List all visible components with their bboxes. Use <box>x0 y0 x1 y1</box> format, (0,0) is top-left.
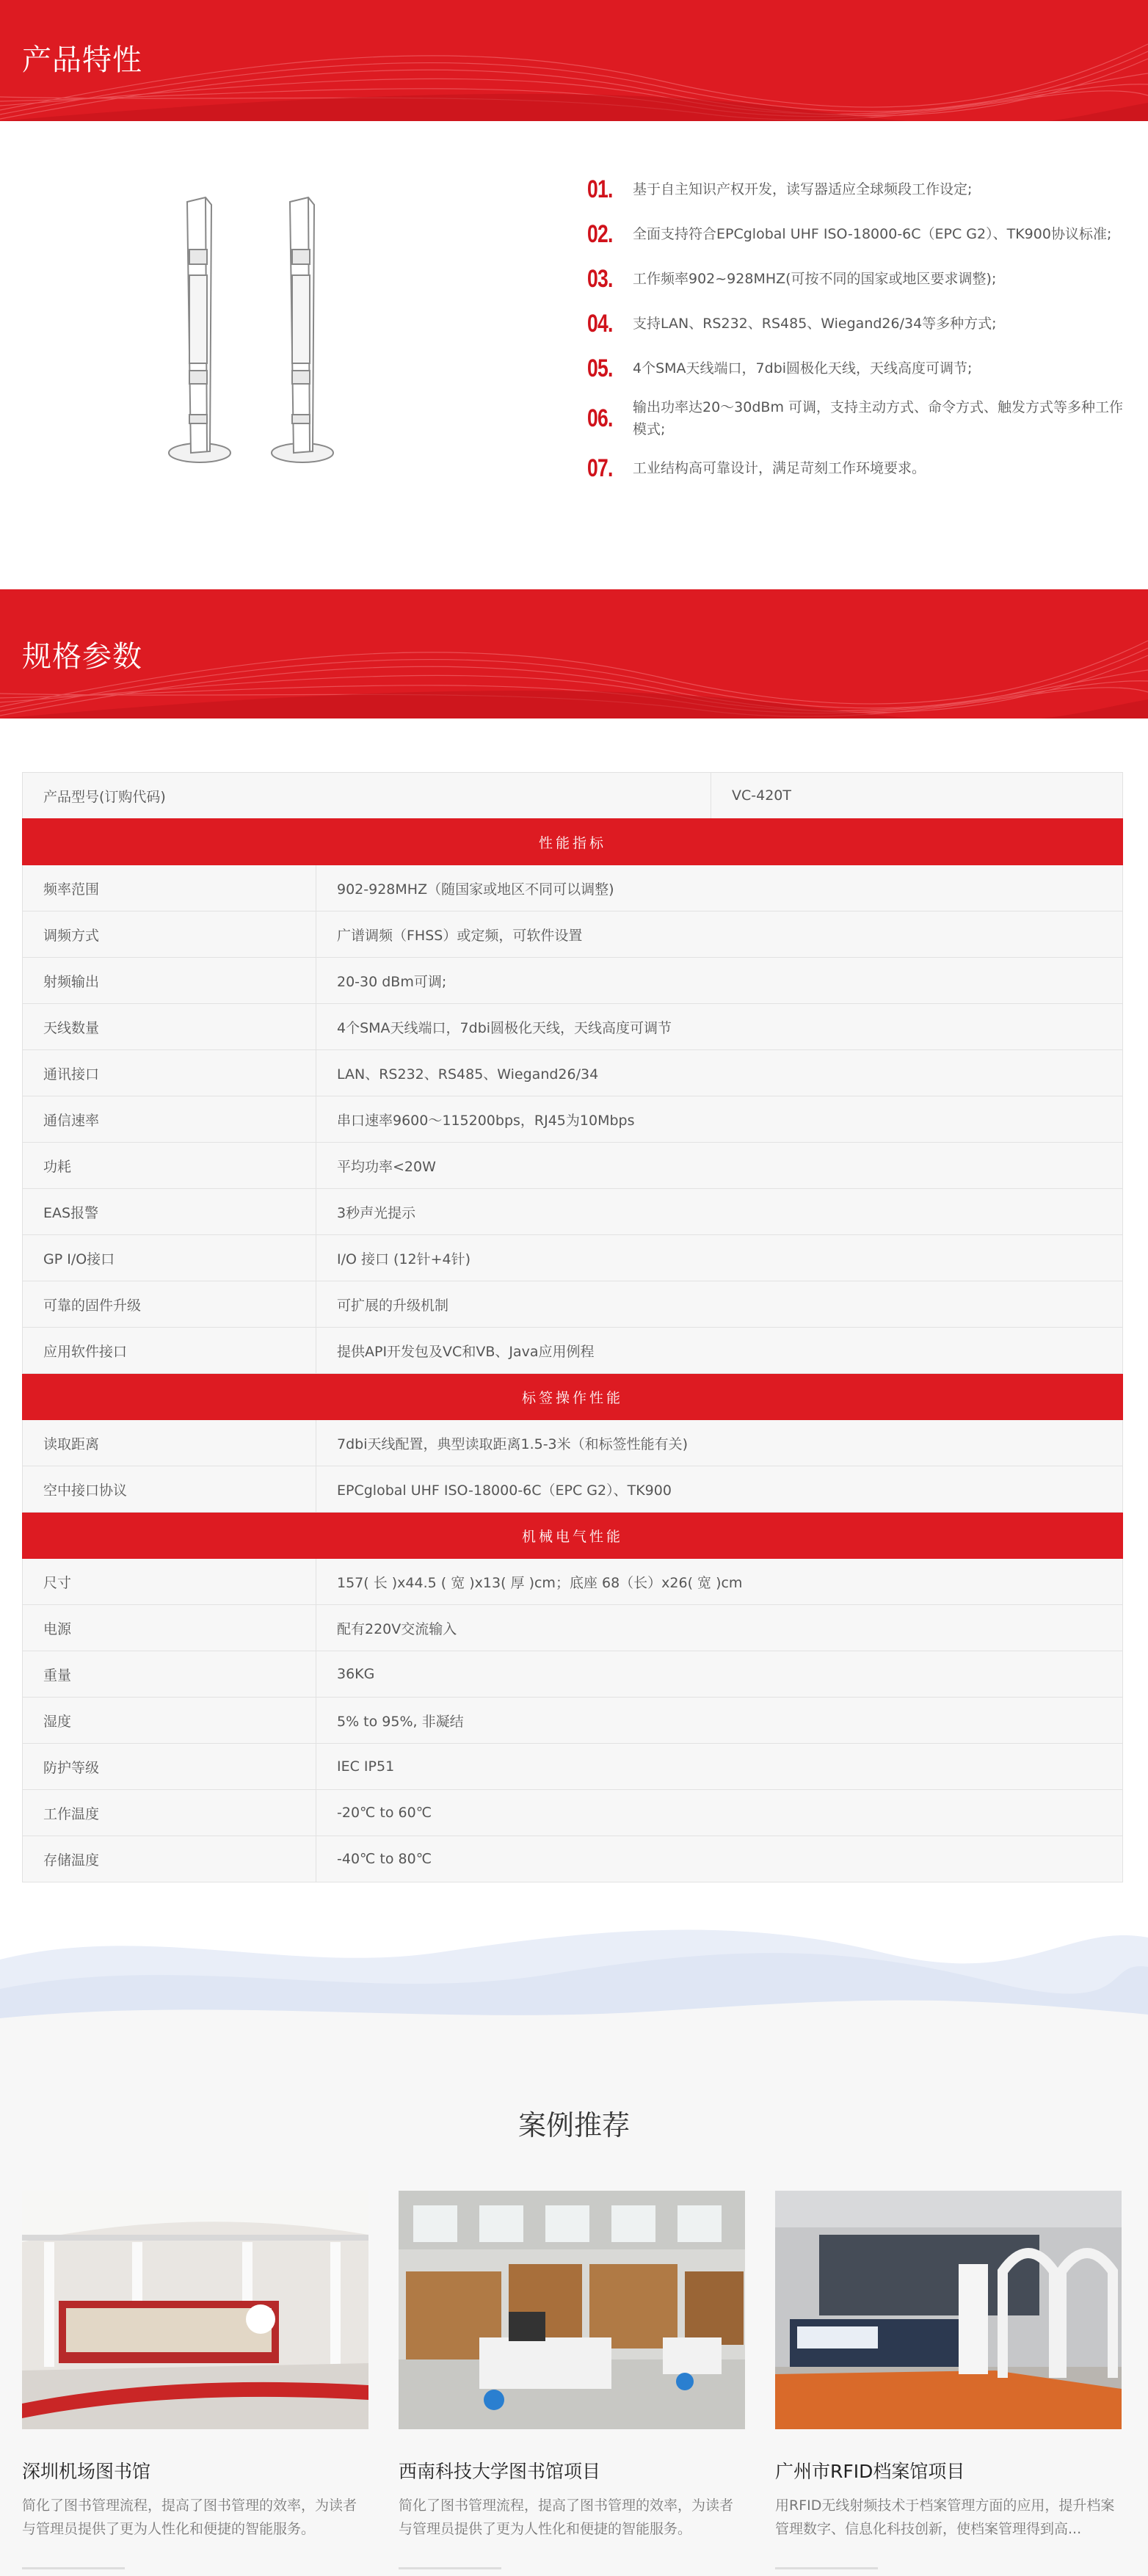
spec-value: 3秒声光提示 <box>316 1189 1123 1235</box>
group-heading: 性能指标 <box>23 819 1123 865</box>
spec-label: GP I/O接口 <box>23 1235 316 1281</box>
feature-text: 全面支持符合EPCglobal UHF ISO-18000-6C（EPC G2）、TK900协议标准; <box>633 226 1112 242</box>
wave-decoration <box>0 1908 1148 2033</box>
spec-value: EPCglobal UHF ISO-18000-6C（EPC G2）、TK900 <box>316 1466 1123 1513</box>
feature-number: 05. <box>587 354 613 382</box>
group-heading: 标签操作性能 <box>23 1374 1123 1420</box>
feature-number: 03. <box>587 264 613 293</box>
table-group-header <box>23 1513 1123 1559</box>
spec-value: IEC IP51 <box>316 1744 1123 1790</box>
spec-label: 应用软件接口 <box>23 1328 316 1374</box>
table-row <box>23 865 1123 912</box>
feature-item <box>587 352 1123 385</box>
spec-label: 电源 <box>23 1605 316 1651</box>
feature-text: 输出功率达20～30dBm 可调，支持主动方式、命令方式、触发方式等多种工作模式; <box>633 399 1123 437</box>
group-heading: 机械电气性能 <box>23 1513 1123 1559</box>
table-row <box>23 1836 1123 1882</box>
spec-value: I/O 接口 (12针+4针) <box>316 1235 1123 1281</box>
table-row <box>23 773 1123 819</box>
spec-label: 调频方式 <box>23 912 316 958</box>
divider <box>399 2567 501 2569</box>
case-image[interactable] <box>775 2191 1122 2429</box>
product-image <box>161 194 352 484</box>
table-row <box>23 912 1123 958</box>
spec-label: 读取距离 <box>23 1420 316 1466</box>
banner-wave-decoration <box>0 589 1148 718</box>
case-title[interactable]: 深圳机场图书馆 <box>22 2461 151 2482</box>
feature-number: 07. <box>587 454 613 482</box>
spec-label: 重量 <box>23 1651 316 1698</box>
spec-value: -40℃ to 80℃ <box>316 1836 1123 1882</box>
spec-value: 36KG <box>316 1651 1123 1698</box>
spec-label: 尺寸 <box>23 1559 316 1605</box>
spec-label: 可靠的固件升级 <box>23 1281 316 1328</box>
spec-label: 通讯接口 <box>23 1050 316 1096</box>
table-row <box>23 1790 1123 1836</box>
feature-item <box>587 396 1123 440</box>
features-banner <box>0 0 1148 121</box>
model-label: 产品型号(订购代码) <box>23 773 711 819</box>
table-row <box>23 1281 1123 1328</box>
case-card[interactable] <box>399 2191 745 2569</box>
case-image[interactable] <box>399 2191 745 2429</box>
feature-text: 4个SMA天线端口，7dbi圆极化天线，天线高度可调节; <box>633 360 973 376</box>
feature-item <box>587 307 1123 341</box>
spec-label: EAS报警 <box>23 1189 316 1235</box>
features-section <box>0 121 1148 589</box>
case-description: 用RFID无线射频技术于档案管理方面的应用，提升档案管理数字、信息化科技创新，使档案管理得到高... <box>775 2497 1115 2537</box>
spec-label: 通信速率 <box>23 1096 316 1143</box>
table-row <box>23 1605 1123 1651</box>
case-image[interactable] <box>22 2191 368 2429</box>
feature-text: 支持LAN、RS232、RS485、Wiegand26/34等多种方式; <box>633 316 997 332</box>
feature-number: 04. <box>587 309 613 338</box>
table-row <box>23 1004 1123 1050</box>
spec-value: 提供API开发包及VC和VB、Java应用例程 <box>316 1328 1123 1374</box>
case-card[interactable] <box>775 2191 1122 2569</box>
case-title[interactable]: 西南科技大学图书馆项目 <box>399 2461 601 2482</box>
case-title[interactable]: 广州市RFID档案馆项目 <box>775 2461 965 2482</box>
table-row <box>23 1096 1123 1143</box>
table-row <box>23 958 1123 1004</box>
spec-value: 20-30 dBm可调; <box>316 958 1123 1004</box>
cases-title: 案例推荐 <box>517 2109 630 2142</box>
spec-value: 串口速率9600～115200bps，RJ45为10Mbps <box>316 1096 1123 1143</box>
feature-number: 02. <box>587 219 613 248</box>
cases-section <box>0 2029 1148 2576</box>
feature-text: 工业结构高可靠设计，满足苛刻工作环境要求。 <box>633 460 926 476</box>
spec-label: 空中接口协议 <box>23 1466 316 1513</box>
spec-value: 广谱调频（FHSS）或定频，可软件设置 <box>316 912 1123 958</box>
spec-table-body <box>22 818 1123 1882</box>
spec-label: 功耗 <box>23 1143 316 1189</box>
table-row <box>23 1651 1123 1698</box>
case-description: 简化了图书管理流程，提高了图书管理的效率，为读者与管理员提供了更为人性化和便捷的智能服务。 <box>22 2497 357 2537</box>
table-row <box>23 1559 1123 1605</box>
table-row <box>23 1744 1123 1790</box>
specs-banner <box>0 589 1148 718</box>
feature-text: 工作频率902~928MHZ(可按不同的国家或地区要求调整); <box>633 271 997 287</box>
table-row <box>23 1143 1123 1189</box>
spec-value: 157( 长 )x44.5 ( 宽 )x13( 厚 )cm；底座 68（长）x26( 宽 )cm <box>316 1559 1123 1605</box>
feature-item <box>587 262 1123 296</box>
feature-item <box>587 451 1123 485</box>
model-value: VC-420T <box>711 773 1123 819</box>
case-card[interactable] <box>22 2191 368 2569</box>
spec-value: 7dbi天线配置，典型读取距离1.5-3米（和标签性能有关) <box>316 1420 1123 1466</box>
spec-label: 射频输出 <box>23 958 316 1004</box>
table-row <box>23 1328 1123 1374</box>
divider <box>775 2567 878 2569</box>
table-group-header <box>23 1374 1123 1420</box>
table-row <box>23 1698 1123 1744</box>
spec-value: 可扩展的升级机制 <box>316 1281 1123 1328</box>
spec-label: 工作温度 <box>23 1790 316 1836</box>
spec-label: 频率范围 <box>23 865 316 912</box>
table-row <box>23 1235 1123 1281</box>
case-description: 简化了图书管理流程，提高了图书管理的效率，为读者与管理员提供了更为人性化和便捷的智能服务。 <box>399 2497 734 2537</box>
spec-value: 5% to 95%, 非凝结 <box>316 1698 1123 1744</box>
specs-title: 规格参数 <box>22 640 142 674</box>
feature-item <box>587 172 1123 206</box>
spec-value: LAN、RS232、RS485、Wiegand26/34 <box>316 1050 1123 1096</box>
divider <box>22 2567 125 2569</box>
table-row <box>23 1189 1123 1235</box>
feature-number: 01. <box>587 175 613 203</box>
features-title: 产品特性 <box>22 43 142 77</box>
spec-value: 4个SMA天线端口，7dbi圆极化天线，天线高度可调节 <box>316 1004 1123 1050</box>
spec-label: 湿度 <box>23 1698 316 1744</box>
spec-value: 配有220V交流输入 <box>316 1605 1123 1651</box>
spec-value: 902-928MHZ（随国家或地区不同可以调整) <box>316 865 1123 912</box>
feature-number: 06. <box>587 404 613 432</box>
table-row <box>23 1466 1123 1513</box>
table-group-header <box>23 819 1123 865</box>
spec-table <box>22 772 1123 819</box>
table-row <box>23 1420 1123 1466</box>
table-row <box>23 1050 1123 1096</box>
feature-item <box>587 217 1123 251</box>
spec-label: 存储温度 <box>23 1836 316 1882</box>
spec-value: -20℃ to 60℃ <box>316 1790 1123 1836</box>
spec-label: 防护等级 <box>23 1744 316 1790</box>
feature-text: 基于自主知识产权开发，读写器适应全球频段工作设定; <box>633 181 973 197</box>
spec-label: 天线数量 <box>23 1004 316 1050</box>
feature-list <box>587 172 1123 496</box>
spec-value: 平均功率<20W <box>316 1143 1123 1189</box>
banner-wave-decoration <box>0 0 1148 121</box>
